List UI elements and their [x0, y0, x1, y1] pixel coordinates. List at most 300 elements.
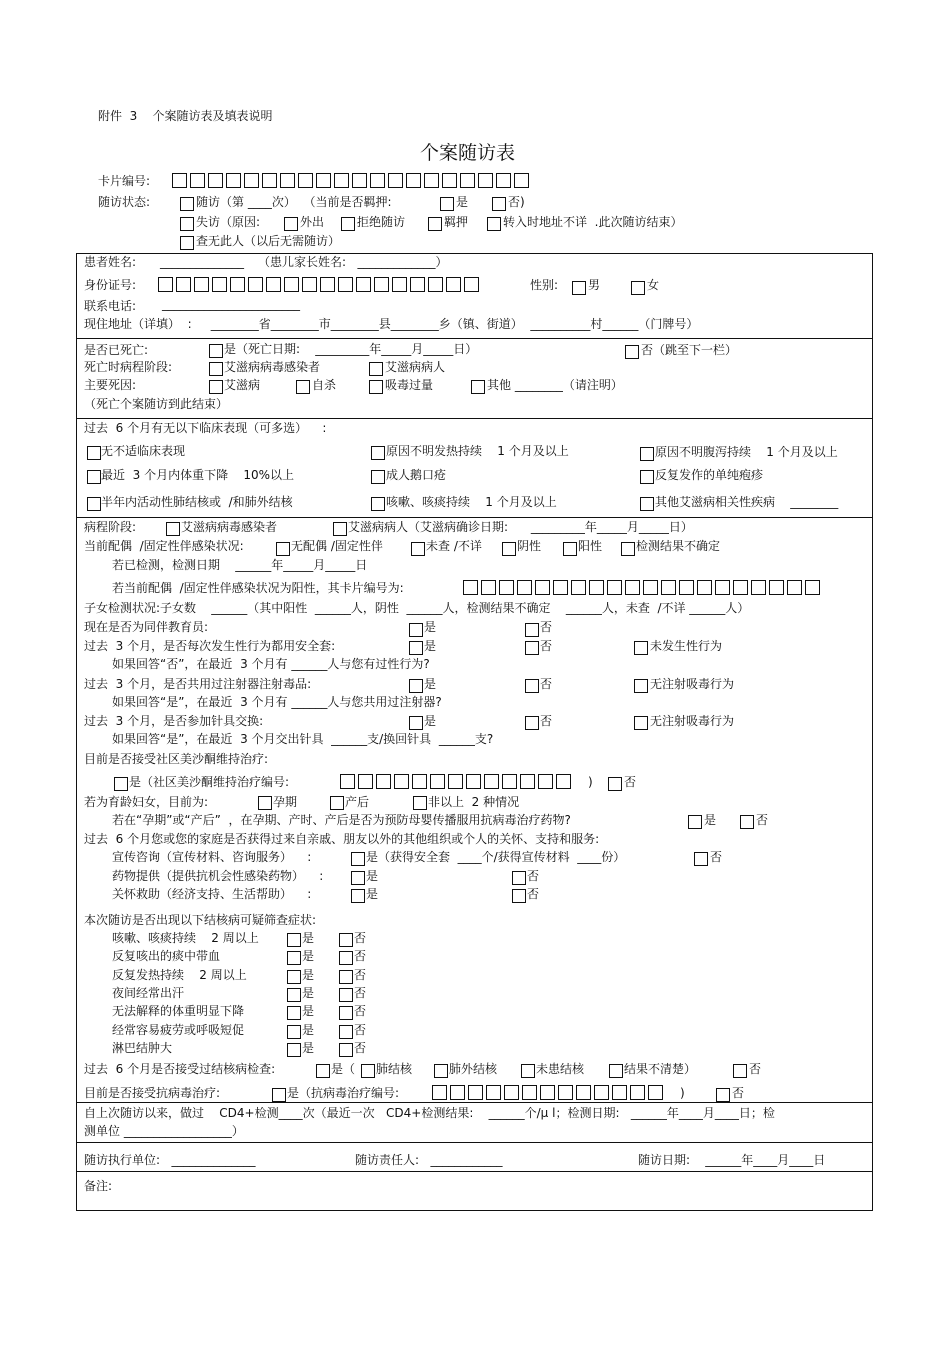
male-label: 男 — [588, 278, 601, 292]
no-sex-label: 未发生性行为 — [650, 639, 723, 653]
digit-box[interactable] — [176, 277, 191, 292]
digit-box[interactable] — [517, 580, 532, 595]
no-checkbox[interactable] — [525, 679, 539, 693]
digit-box[interactable] — [496, 173, 511, 188]
digit-box[interactable] — [697, 580, 712, 595]
cause-aids-checkbox[interactable] — [209, 380, 223, 394]
digit-box[interactable] — [630, 1085, 645, 1100]
yes-checkbox[interactable] — [351, 871, 365, 885]
digit-box[interactable] — [466, 774, 481, 789]
digit-box[interactable] — [540, 1085, 555, 1100]
yes-label: 是 — [704, 813, 717, 827]
clinical-item: 无不适临床表现 — [101, 444, 186, 458]
digit-box[interactable] — [358, 774, 373, 789]
cause-other-label: 其他 ________（请注明） — [487, 378, 623, 392]
drug-label: 药物提供（提供抗机会性感染药物） : — [112, 869, 324, 883]
clinical-checkbox[interactable] — [371, 446, 385, 460]
no-label: 否 — [540, 714, 553, 728]
no-checkbox[interactable] — [733, 1064, 747, 1078]
digit-box[interactable] — [464, 277, 479, 292]
digit-box[interactable] — [432, 1085, 447, 1100]
partner-option: 未查 /不详 — [426, 539, 482, 553]
visit-status-label: 随访状态: — [98, 195, 151, 209]
neither-label: 非以上 2 种情况 — [428, 795, 520, 809]
pmtct-question: 若在“孕期”或“产后” ，在孕期、产时、产后是否为预防母婴传播服用抗病毒治疗药物? — [112, 813, 571, 827]
digit-box[interactable] — [448, 774, 463, 789]
digit-box[interactable] — [556, 774, 571, 789]
divider — [76, 1142, 873, 1143]
visit-date-field[interactable]: 随访日期: ______年____月____日 — [638, 1153, 826, 1167]
no-label: 否 — [354, 949, 367, 964]
cause-od-checkbox[interactable] — [369, 380, 383, 394]
yes-checkbox[interactable] — [287, 970, 301, 984]
no-label: 否 — [540, 620, 553, 634]
digit-box[interactable] — [504, 1085, 519, 1100]
tb-symptom-label: 咳嗽、咳痰持续 2 周以上 — [112, 931, 259, 945]
lost-label: 失访（原因: — [196, 215, 261, 229]
no-checkbox[interactable] — [525, 623, 539, 637]
digit-box[interactable] — [576, 1085, 591, 1100]
yes-label: 是 — [424, 620, 437, 634]
methadone-yes-label: 是（社区美沙酮维持治疗编号: — [129, 775, 290, 789]
clinical-checkbox[interactable] — [640, 470, 654, 484]
art-label: 目前是否接受抗病毒治疗: — [84, 1086, 221, 1100]
stage-hiv-checkbox[interactable] — [166, 522, 180, 536]
guardian-name-field[interactable]: （患儿家长姓名: _____________） — [258, 255, 448, 269]
condom-label: 过去 3 个月，是否每次发生性行为都用安全套: — [84, 639, 336, 653]
digit-box[interactable] — [553, 580, 568, 595]
yes-label: 是 — [366, 887, 379, 901]
digit-box[interactable] — [424, 173, 439, 188]
digit-box[interactable] — [352, 173, 367, 188]
digit-box[interactable] — [442, 173, 457, 188]
clinical-checkbox[interactable] — [371, 470, 385, 484]
detained-no-checkbox[interactable] — [492, 197, 506, 211]
women-label: 若为育龄妇女，目前为: — [84, 795, 209, 809]
no-checkbox[interactable] — [339, 951, 353, 965]
partner-option: 阳性 — [578, 539, 603, 553]
no-label: 否 — [749, 1062, 762, 1076]
needle-question: 如果回答“是”，在最近 3 个月有 ______人与您共用过注射器? — [112, 695, 442, 709]
yes-label: 是 — [302, 1022, 315, 1037]
cause-od-label: 吸毒过量 — [385, 378, 434, 392]
digit-box[interactable] — [715, 580, 730, 595]
digit-box[interactable] — [298, 173, 313, 188]
clinical-item: 反复发作的单纯疱疹 — [655, 468, 764, 482]
no-inject-label: 无注射吸毒行为 — [650, 677, 735, 691]
digit-box[interactable] — [612, 1085, 627, 1100]
visit-unit-field[interactable]: 随访执行单位: ______________ — [84, 1153, 256, 1167]
attachment-label: 附件 3 个案随访表及填表说明 — [98, 109, 273, 123]
digit-box[interactable] — [406, 173, 421, 188]
no-checkbox[interactable] — [339, 1043, 353, 1057]
digit-box[interactable] — [320, 277, 335, 292]
no-label: 否 — [732, 1086, 745, 1100]
sex-label: 性别: — [530, 278, 559, 292]
clinical-label: 过去 6 个月有无以下临床表现（可多选） : — [84, 421, 327, 435]
no-label: 否 — [540, 639, 553, 653]
digit-box[interactable] — [280, 173, 295, 188]
digit-box[interactable] — [625, 580, 640, 595]
death-stage-hiv-label: 艾滋病病毒感染者 — [224, 360, 321, 374]
no-checkbox[interactable] — [512, 871, 526, 885]
digit-box[interactable] — [262, 173, 277, 188]
lost-checkbox[interactable] — [180, 217, 194, 231]
digit-box[interactable] — [535, 580, 550, 595]
digit-box[interactable] — [334, 173, 349, 188]
clinical-item: 其他艾滋病相关性疾病 ________ — [655, 495, 839, 509]
yes-checkbox[interactable] — [287, 1043, 301, 1057]
yes-label: 是 — [302, 1004, 315, 1019]
clinical-checkbox[interactable] — [371, 497, 385, 511]
card-number-boxes[interactable] — [172, 173, 532, 188]
dead-yes-label: 是（死亡日期: _________年_____月_____日） — [224, 342, 478, 356]
exchange-label: 过去 3 个月，是否参加针具交换: — [84, 714, 264, 728]
out-label: 外出 — [300, 215, 325, 229]
partner-checkbox[interactable] — [563, 542, 577, 556]
digit-box[interactable] — [284, 277, 299, 292]
no-checkbox[interactable] — [716, 1088, 730, 1102]
no-label: 否 — [710, 850, 723, 864]
card-number-label: 卡片编号: — [98, 174, 151, 188]
partner-checkbox[interactable] — [502, 542, 516, 556]
digit-box[interactable] — [594, 1085, 609, 1100]
needle-label: 过去 3 个月，是否共用过注射器注射毒品: — [84, 677, 312, 691]
no-label: 否 — [354, 1022, 367, 1037]
methadone-no-checkbox[interactable] — [608, 777, 622, 791]
divider — [76, 1102, 873, 1103]
digit-box[interactable] — [356, 277, 371, 292]
digit-box[interactable] — [194, 277, 209, 292]
clinical-checkbox[interactable] — [87, 470, 101, 484]
digit-box[interactable] — [388, 173, 403, 188]
consult-label: 宣传咨询（宣传材料、咨询服务） : — [112, 850, 312, 864]
clinical-checkbox[interactable] — [640, 497, 654, 511]
no-label: 否 — [527, 869, 540, 883]
death-stage-aids-checkbox[interactable] — [369, 362, 383, 376]
yes-checkbox[interactable] — [409, 641, 423, 655]
digit-box[interactable] — [412, 774, 427, 789]
yes-label: 是 — [302, 1040, 315, 1055]
digit-box[interactable] — [468, 1085, 483, 1100]
tb-pulm-checkbox[interactable] — [361, 1064, 375, 1078]
digit-box[interactable] — [787, 580, 802, 595]
yes-label: 是 — [424, 677, 437, 691]
no-checkbox[interactable] — [339, 970, 353, 984]
refuse-checkbox[interactable] — [341, 217, 355, 231]
clinical-item: 最近 3 个月内体重下降 10%以上 — [101, 468, 295, 482]
partner-option: 检测结果不确定 — [636, 539, 721, 553]
digit-box[interactable] — [481, 580, 496, 595]
clinical-item: 咳嗽、咳痰持续 1 个月及以上 — [386, 495, 557, 509]
digit-box[interactable] — [520, 774, 535, 789]
tb-none-checkbox[interactable] — [521, 1064, 535, 1078]
address-field[interactable]: 现住地址（详填） : ________省________市________县________乡（镇、街道） __________村______（门牌号） — [84, 317, 699, 331]
no-checkbox[interactable] — [512, 889, 526, 903]
digit-box[interactable] — [463, 580, 478, 595]
pregnant-checkbox[interactable] — [258, 796, 272, 810]
digit-box[interactable] — [226, 173, 241, 188]
digit-box[interactable] — [158, 277, 173, 292]
yes-checkbox[interactable] — [409, 679, 423, 693]
partner-card-label: 若当前配偶 /固定性伴感染状况为阳性，其卡片编号为: — [112, 581, 404, 595]
tb-yes-label: 是（ — [331, 1062, 356, 1076]
death-end-note: （死亡个案随访到此结束） — [84, 397, 229, 411]
tb-symptom-label: 夜间经常出汗 — [112, 985, 185, 1000]
yes-label: 是 — [302, 949, 315, 964]
yes-checkbox[interactable] — [287, 1025, 301, 1039]
partner-option: 阴性 — [517, 539, 542, 553]
digit-box[interactable] — [208, 173, 223, 188]
clinical-item: 成人鹅口疮 — [386, 468, 447, 482]
digit-box[interactable] — [733, 580, 748, 595]
digit-box[interactable] — [392, 277, 407, 292]
no-label: 否 — [354, 1004, 367, 1019]
female-checkbox[interactable] — [631, 281, 645, 295]
none-label: 查无此人（以后无需随访） — [196, 234, 341, 248]
cause-other-checkbox[interactable] — [471, 380, 485, 394]
methadone-end: ) — [588, 775, 593, 789]
digit-box[interactable] — [571, 580, 586, 595]
digit-box[interactable] — [514, 173, 529, 188]
support-label: 过去 6 个月您或您的家庭是否获得过来自亲戚、朋友以外的其他组织或个人的关怀、支持和服务: — [84, 832, 600, 846]
art-yes-checkbox[interactable] — [272, 1088, 286, 1102]
tb-check-label: 过去 6 个月是否接受过结核病检查: — [84, 1062, 276, 1076]
digit-box[interactable] — [212, 277, 227, 292]
partner-checkbox[interactable] — [621, 542, 635, 556]
stage-aids-checkbox[interactable] — [333, 522, 347, 536]
id-number-boxes[interactable] — [158, 277, 482, 292]
stage-label: 病程阶段: — [84, 520, 137, 534]
digit-box[interactable] — [661, 580, 676, 595]
dead-yes-checkbox[interactable] — [209, 344, 223, 358]
divider — [76, 338, 873, 339]
digit-box[interactable] — [478, 173, 493, 188]
no-inject-label: 无注射吸毒行为 — [650, 714, 735, 728]
visit-checkbox[interactable] — [180, 197, 194, 211]
digit-box[interactable] — [374, 277, 389, 292]
cause-aids-label: 艾滋病 — [224, 378, 261, 392]
yes-label: 是 — [302, 985, 315, 1000]
divider — [76, 418, 873, 419]
tb-yes-checkbox[interactable] — [316, 1064, 330, 1078]
tb-label: 本次随访是否出现以下结核病可疑筛查症状: — [84, 913, 317, 927]
partner-checkbox[interactable] — [276, 542, 290, 556]
unknown-addr-label: 转入时地址不详 .此次随访结束） — [503, 215, 683, 229]
yes-checkbox[interactable] — [688, 815, 702, 829]
digit-box[interactable] — [648, 1085, 663, 1100]
tb-symptom-label: 反复咳出的痰中带血 — [112, 949, 221, 964]
digit-box[interactable] — [340, 774, 355, 789]
stage-aids-label: 艾滋病病人（艾滋病确诊日期: _________年_____月_____日） — [348, 520, 693, 534]
no-checkbox[interactable] — [525, 641, 539, 655]
no-checkbox[interactable] — [339, 1006, 353, 1020]
yes-label: 是 — [302, 967, 315, 982]
digit-box[interactable] — [484, 774, 499, 789]
clinical-checkbox[interactable] — [87, 446, 101, 460]
detain-label: 羁押 — [444, 215, 469, 229]
visit-option-label: 随访（第 ____次） （当前是否羁押: — [196, 195, 392, 209]
digit-box[interactable] — [428, 277, 443, 292]
patient-name-field[interactable]: ______________ — [160, 255, 244, 269]
no-checkbox[interactable] — [339, 988, 353, 1002]
no-label: 否 — [624, 775, 637, 789]
divider — [76, 1171, 873, 1172]
no-checkbox[interactable] — [525, 716, 539, 730]
no-label: 否 — [354, 985, 367, 1000]
digit-box[interactable] — [769, 580, 784, 595]
cd4-line1[interactable]: 自上次随访以来，做过 CD4+检测____次（最近一次 CD4+检测结果: ______个/μ l；检测日期: ______年____月____日；检 — [84, 1106, 775, 1120]
yes-checkbox[interactable] — [409, 623, 423, 637]
detained-yes-label: 是 — [456, 195, 469, 209]
digit-box[interactable] — [190, 173, 205, 188]
digit-box[interactable] — [460, 173, 475, 188]
neither-checkbox[interactable] — [413, 796, 427, 810]
partner-checkbox[interactable] — [411, 542, 425, 556]
no-label: 否 — [527, 887, 540, 901]
partner-card-boxes[interactable] — [463, 580, 823, 595]
no-checkbox[interactable] — [694, 852, 708, 866]
digit-box[interactable] — [172, 173, 187, 188]
visit-person-field[interactable]: 随访责任人: ____________ — [355, 1153, 503, 1167]
digit-box[interactable] — [538, 774, 553, 789]
digit-box[interactable] — [679, 580, 694, 595]
phone-label: 联系电话: — [84, 299, 137, 313]
yes-checkbox[interactable] — [287, 933, 301, 947]
death-stage-aids-label: 艾滋病病人 — [385, 360, 446, 374]
yes-checkbox[interactable] — [287, 988, 301, 1002]
digit-box[interactable] — [499, 580, 514, 595]
digit-box[interactable] — [607, 580, 622, 595]
tb-extra-label: 肺外结核 — [449, 1062, 498, 1076]
tb-symptom-label: 无法解释的体重明显下降 — [112, 1004, 245, 1019]
postpartum-label: 产后 — [345, 795, 370, 809]
consult-yes-checkbox[interactable] — [351, 852, 365, 866]
tb-none-label: 未患结核 — [536, 1062, 585, 1076]
no-label: 否 — [354, 967, 367, 982]
form-title: 个案随访表 — [420, 142, 516, 164]
tb-symptom-label: 反复发热持续 2 周以上 — [112, 967, 247, 982]
clinical-checkbox[interactable] — [640, 447, 654, 461]
test-date-field[interactable]: 若已检测，检测日期 ______年_____月_____日 — [112, 558, 368, 572]
tb-unclear-label: 结果不清楚） — [624, 1062, 697, 1076]
dead-no-checkbox[interactable] — [625, 345, 639, 359]
no-checkbox[interactable] — [740, 815, 754, 829]
digit-box[interactable] — [430, 774, 445, 789]
out-checkbox[interactable] — [284, 217, 298, 231]
male-checkbox[interactable] — [572, 281, 586, 295]
digit-box[interactable] — [450, 1085, 465, 1100]
yes-checkbox[interactable] — [351, 889, 365, 903]
digit-box[interactable] — [502, 774, 517, 789]
digit-box[interactable] — [370, 173, 385, 188]
cause-suicide-label: 自杀 — [312, 378, 337, 392]
digit-box[interactable] — [244, 173, 259, 188]
digit-box[interactable] — [522, 1085, 537, 1100]
death-stage-hiv-checkbox[interactable] — [209, 362, 223, 376]
yes-label: 是 — [302, 931, 315, 945]
condom-question: 如果回答“否”，在最近 3 个月有 ______人与您有过性行为? — [112, 657, 430, 671]
clinical-checkbox[interactable] — [87, 497, 101, 511]
digit-box[interactable] — [338, 277, 353, 292]
id-number-label: 身份证号: — [84, 278, 137, 292]
clinical-item: 半年内活动性肺结核或 /和肺外结核 — [101, 495, 293, 509]
digit-box[interactable] — [394, 774, 409, 789]
partner-label: 当前配偶 /固定性伴感染状况: — [84, 539, 244, 553]
detained-yes-checkbox[interactable] — [440, 197, 454, 211]
digit-box[interactable] — [410, 277, 425, 292]
digit-box[interactable] — [643, 580, 658, 595]
detained-no-label: 否) — [508, 195, 525, 209]
digit-box[interactable] — [589, 580, 604, 595]
aid-label: 关怀救助（经济支持、生活帮助） : — [112, 887, 312, 901]
cd4-line2[interactable]: 测单位 __________________） — [84, 1124, 244, 1138]
no-sex-checkbox[interactable] — [634, 641, 648, 655]
no-checkbox[interactable] — [339, 933, 353, 947]
postpartum-checkbox[interactable] — [330, 796, 344, 810]
digit-box[interactable] — [446, 277, 461, 292]
dead-label: 是否已死亡: — [84, 343, 149, 357]
digit-box[interactable] — [248, 277, 263, 292]
methadone-yes-checkbox[interactable] — [114, 777, 128, 791]
digit-box[interactable] — [316, 173, 331, 188]
digit-box[interactable] — [751, 580, 766, 595]
tb-pulm-label: 肺结核 — [376, 1062, 413, 1076]
no-inject-checkbox[interactable] — [634, 679, 648, 693]
female-label: 女 — [647, 278, 660, 292]
unknown-addr-checkbox[interactable] — [487, 217, 501, 231]
pregnant-label: 孕期 — [273, 795, 298, 809]
art-number-boxes[interactable] — [432, 1085, 666, 1100]
tb-unclear-checkbox[interactable] — [609, 1064, 623, 1078]
digit-box[interactable] — [805, 580, 820, 595]
partner-option: 无配偶 /固定性伴 — [291, 539, 383, 553]
art-end: ) — [680, 1086, 685, 1100]
yes-checkbox[interactable] — [287, 951, 301, 965]
methadone-label: 目前是否接受社区美沙酮维持治疗: — [84, 752, 269, 766]
yes-label: 是 — [366, 869, 379, 883]
clinical-item: 原因不明腹泻持续 1 个月及以上 — [655, 445, 838, 459]
no-checkbox[interactable] — [339, 1025, 353, 1039]
yes-checkbox[interactable] — [409, 716, 423, 730]
digit-box[interactable] — [376, 774, 391, 789]
methadone-number-boxes[interactable] — [340, 774, 574, 789]
digit-box[interactable] — [230, 277, 245, 292]
digit-box[interactable] — [558, 1085, 573, 1100]
tb-extra-checkbox[interactable] — [434, 1064, 448, 1078]
digit-box[interactable] — [266, 277, 281, 292]
no-label: 否 — [354, 1040, 367, 1055]
notes-label: 备注: — [84, 1179, 113, 1193]
no-label: 否 — [540, 677, 553, 691]
phone-field[interactable]: _______________________ — [162, 297, 300, 311]
yes-checkbox[interactable] — [287, 1006, 301, 1020]
digit-box[interactable] — [486, 1085, 501, 1100]
cause-suicide-checkbox[interactable] — [296, 380, 310, 394]
refuse-label: 拒绝随访 — [357, 215, 406, 229]
yes-label: 是 — [424, 714, 437, 728]
detain-checkbox[interactable] — [428, 217, 442, 231]
children-field[interactable]: 子女检测状况:子女数 ______（其中阳性 ______人，阴性 ______人，检测结果不确定 ______人，未查 /不详 ______人） — [84, 601, 750, 615]
no-label: 否 — [756, 813, 769, 827]
consult-yes-label: 是（获得安全套 ____个/获得宣传材料 ____份） — [366, 850, 626, 864]
tb-symptom-label: 经常容易疲劳或呼吸短促 — [112, 1022, 245, 1037]
no-inject-checkbox[interactable] — [634, 716, 648, 730]
digit-box[interactable] — [302, 277, 317, 292]
none-checkbox[interactable] — [180, 236, 194, 250]
divider — [76, 517, 873, 518]
no-label: 否 — [354, 931, 367, 945]
